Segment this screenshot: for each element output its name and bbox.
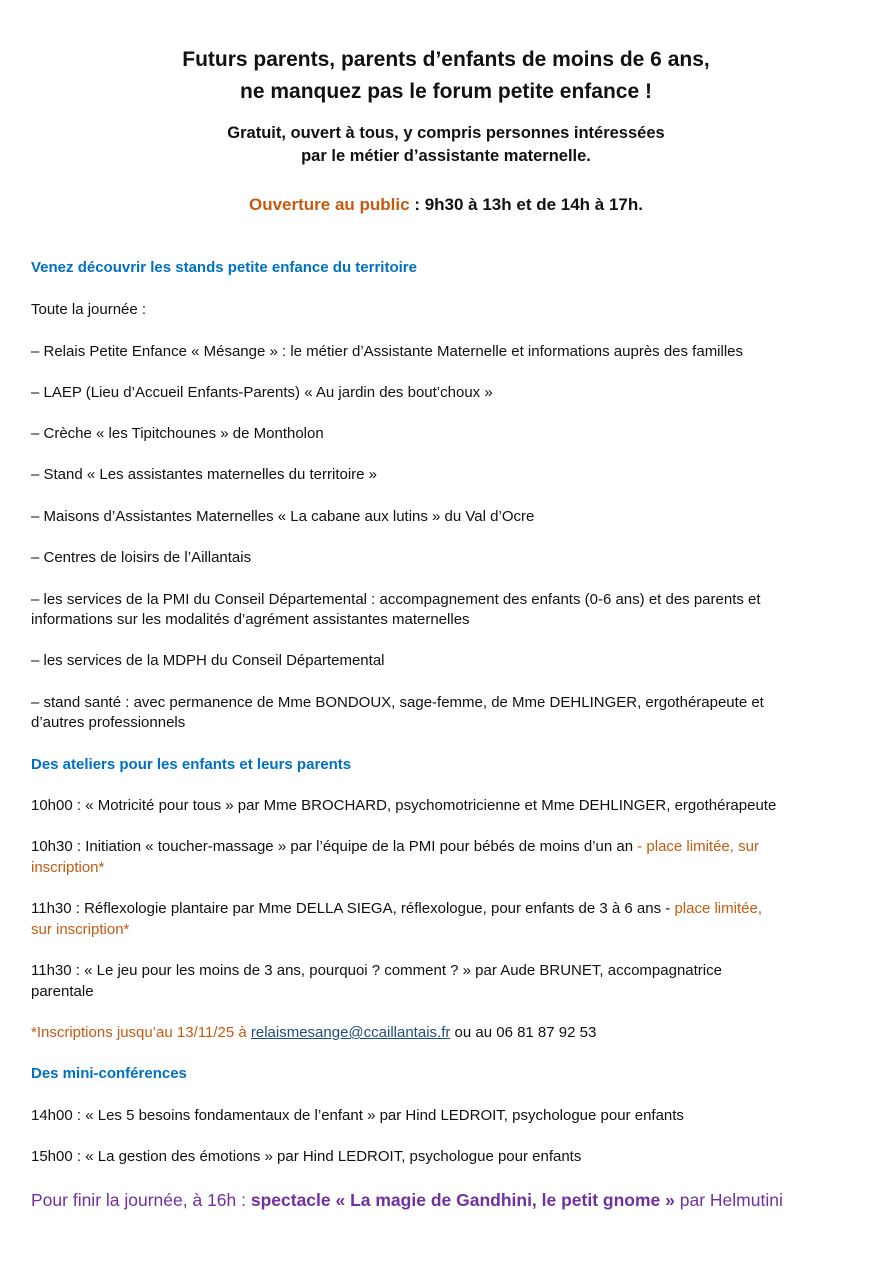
atelier-item (31, 836, 871, 857)
atelier-text: 11h30 : Réflexologie plantaire par Mme DELLA SIEGA, réflexologue, pour enfants de 3 à 6 ans - (31, 900, 671, 917)
subtitle-line-1: Gratuit, ouvert à tous, y compris personnes intéressées (227, 124, 665, 142)
subtitle-line-2: par le métier d’assistante maternelle. (301, 147, 591, 165)
stand-item: – Maisons d’Assistantes Maternelles « La cabane aux lutins » du Val d’Ocre (31, 508, 535, 525)
stand-item: – les services de la PMI du Conseil Départemental : accompagnement des enfants (0-6 ans) et des parents et (31, 591, 761, 608)
atelier-item-continued: parentale (31, 983, 94, 1000)
stands-heading: Venez découvrir les stands petite enfance du territoire (31, 259, 417, 276)
stand-item: – les services de la MDPH du Conseil Départemental (31, 652, 385, 669)
stand-item: – Centres de loisirs de l’Aillantais (31, 549, 252, 566)
closing-show-line (31, 1188, 881, 1212)
atelier-text: 10h30 : Initiation « toucher-massage » par l’équipe de la PMI pour bébés de moins d’un an (31, 838, 634, 855)
atelier-note: place limitée, (670, 900, 762, 917)
stands-intro: Toute la journée : (31, 301, 147, 318)
stand-item-continued: d’autres professionnels (31, 714, 186, 731)
stand-item: – stand santé : avec permanence de Mme BONDOUX, sage-femme, de Mme DEHLINGER, ergothérapeute et (31, 694, 764, 711)
title-line-1: Futurs parents, parents d’enfants de moins de 6 ans, (182, 48, 710, 71)
closing-show-title: spectacle « La magie de Gandhini, le petit gnome » (250, 1190, 675, 1210)
conference-item: 15h00 : « La gestion des émotions » par Hind LEDROIT, psychologue pour enfants (31, 1148, 582, 1165)
stand-item: – Crèche « les Tipitchounes » de Montholon (31, 425, 324, 442)
conferences-heading: Des mini-conférences (31, 1065, 187, 1082)
stand-item: – LAEP (Lieu d’Accueil Enfants-Parents) « Au jardin des bout’choux » (31, 384, 493, 401)
conference-item: 14h00 : « Les 5 besoins fondamentaux de l’enfant » par Hind LEDROIT, psychologue pour enfants (31, 1107, 684, 1124)
atelier-item: 10h00 : « Motricité pour tous » par Mme BROCHARD, psychomotricienne et Mme DEHLINGER, ergothérapeute (31, 797, 777, 814)
atelier-note: - place limitée, sur (633, 838, 759, 855)
closing-prefix: Pour finir la journée, à 16h : (31, 1190, 251, 1210)
atelier-item: 11h30 : « Le jeu pour les moins de 3 ans, pourquoi ? comment ? » par Aude BRUNET, accompagnatrice (31, 962, 722, 979)
inscription-prefix: *Inscriptions jusqu’au 13/11/25 à (31, 1024, 251, 1041)
stand-item: – Stand « Les assistantes maternelles du territoire » (31, 466, 378, 483)
inscription-phone: ou au 06 81 87 92 53 (450, 1024, 597, 1041)
stand-item-continued: informations sur les modalités d’agrément assistantes maternelles (31, 611, 470, 628)
opening-hours (0, 193, 892, 217)
inscription-email-link[interactable]: relaismesange@ccaillantais.fr (250, 1024, 451, 1041)
title-line-2: ne manquez pas le forum petite enfance ! (240, 80, 652, 103)
atelier-note-continued: inscription* (31, 859, 105, 876)
ateliers-heading: Des ateliers pour les enfants et leurs parents (31, 756, 352, 773)
opening-separator: : (409, 195, 425, 214)
opening-hours-value: 9h30 à 13h et de 14h à 17h. (424, 195, 643, 214)
closing-suffix: par Helmutini (674, 1190, 783, 1210)
stand-item: – Relais Petite Enfance « Mésange » : le métier d’Assistante Maternelle et informations auprès des familles (31, 343, 744, 360)
opening-label: Ouverture au public (249, 195, 410, 214)
inscription-line (31, 1022, 871, 1043)
atelier-note-continued: sur inscription* (31, 921, 130, 938)
atelier-item (31, 898, 871, 919)
